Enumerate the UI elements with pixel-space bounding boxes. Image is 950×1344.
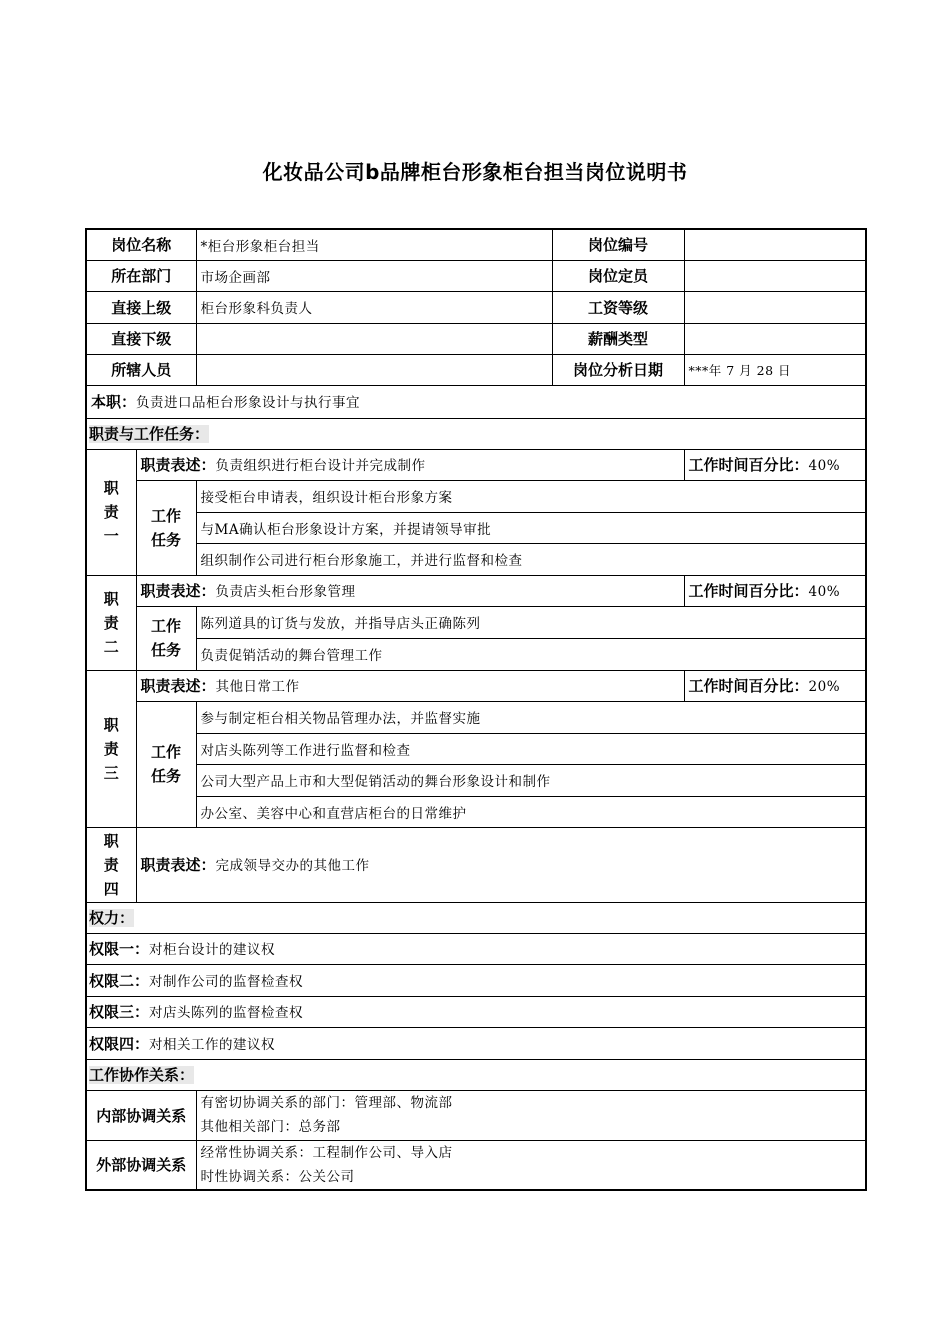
duty3-percent: 工作时间百分比：20% xyxy=(684,670,866,701)
duty1-task-label: 工作 任务 xyxy=(136,480,196,575)
duty2-task-2: 负责促销活动的舞台管理工作 xyxy=(196,638,866,670)
pay-type-value xyxy=(684,323,866,354)
job-description-table xyxy=(85,228,867,1191)
duty3-task-3: 公司大型产品上市和大型促销活动的舞台形象设计和制作 xyxy=(196,764,866,796)
subordinate-value xyxy=(196,323,552,354)
managed-value xyxy=(196,354,552,385)
grade-value xyxy=(684,291,866,323)
internal-coop-label: 内部协调关系 xyxy=(86,1090,196,1140)
staffing-label: 岗位定员 xyxy=(552,260,684,291)
coop-header: 工作协作关系： xyxy=(86,1059,866,1090)
main-duty-text: 负责进口品柜台形象设计与执行事宜 xyxy=(136,395,361,411)
pay-type-label: 薪酬类型 xyxy=(552,323,684,354)
main-duty-row xyxy=(86,385,866,418)
internal-coop-line-2: 其他相关部门：总务部 xyxy=(200,1119,341,1135)
post-name-value: *柜台形象柜台担当 xyxy=(196,229,552,260)
external-coop-label: 外部协调关系 xyxy=(86,1140,196,1190)
main-duty-label: 本职： xyxy=(91,393,137,411)
internal-coop-value xyxy=(196,1090,866,1140)
duty1-description: 职责表述：负责组织进行柜台设计并完成制作 xyxy=(136,449,684,480)
duty2-percent: 工作时间百分比：40% xyxy=(684,575,866,606)
duty4-description: 职责表述：完成领导交办的其他工作 xyxy=(136,827,866,902)
superior-value: 柜台形象科负责人 xyxy=(196,291,552,323)
managed-label: 所辖人员 xyxy=(86,354,196,385)
power-item-1: 权限一：对柜台设计的建议权 xyxy=(86,933,866,964)
power-item-2: 权限二：对制作公司的监督检查权 xyxy=(86,964,866,996)
external-coop-line-1: 经常性协调关系：工程制作公司、导入店 xyxy=(200,1144,453,1161)
duties-header: 职责与工作任务： xyxy=(86,418,866,449)
grade-label: 工资等级 xyxy=(552,291,684,323)
duty1-percent: 工作时间百分比：40% xyxy=(684,449,866,480)
duty4-label: 职 责 四 xyxy=(86,827,136,902)
duty2-description: 职责表述：负责店头柜台形象管理 xyxy=(136,575,684,606)
analysis-date-value: ***年 7 月 28 日 xyxy=(684,354,866,385)
duty3-task-4: 办公室、美容中心和直营店柜台的日常维护 xyxy=(196,796,866,827)
external-coop-value xyxy=(196,1140,866,1190)
duty1-task-2: 与MA确认柜台形象设计方案，并提请领导审批 xyxy=(196,512,866,543)
staffing-value xyxy=(684,260,866,291)
dept-value: 市场企画部 xyxy=(196,260,552,291)
subordinate-label: 直接下级 xyxy=(86,323,196,354)
duty2-task-label: 工作 任务 xyxy=(136,606,196,670)
duty3-task-2: 对店头陈列等工作进行监督和检查 xyxy=(196,733,866,764)
power-item-3: 权限三：对店头陈列的监督检查权 xyxy=(86,996,866,1027)
duty1-task-3: 组织制作公司进行柜台形象施工，并进行监督和检查 xyxy=(196,543,866,575)
duty3-task-1: 参与制定柜台相关物品管理办法，并监督实施 xyxy=(196,701,866,733)
post-no-label: 岗位编号 xyxy=(552,229,684,260)
duty2-label: 职 责 二 xyxy=(86,575,136,670)
post-name-label: 岗位名称 xyxy=(86,229,196,260)
duty3-description: 职责表述：其他日常工作 xyxy=(136,670,684,701)
duty1-label: 职 责 一 xyxy=(86,449,136,575)
superior-label: 直接上级 xyxy=(86,291,196,323)
duty3-task-label: 工作 任务 xyxy=(136,701,196,827)
internal-coop-line-1: 有密切协调关系的部门：管理部、物流部 xyxy=(200,1095,453,1111)
dept-label: 所在部门 xyxy=(86,260,196,291)
power-item-4: 权限四：对相关工作的建议权 xyxy=(86,1027,866,1059)
duty3-label: 职 责 三 xyxy=(86,670,136,827)
post-no-value xyxy=(684,229,866,260)
analysis-date-label: 岗位分析日期 xyxy=(552,354,684,385)
external-coop-line-2: 时性协调关系：公关公司 xyxy=(200,1168,355,1185)
duty1-task-1: 接受柜台申请表，组织设计柜台形象方案 xyxy=(196,480,866,512)
power-header: 权力： xyxy=(86,902,866,933)
duty2-task-1: 陈列道具的订货与发放，并指导店头正确陈列 xyxy=(196,606,866,638)
document-title: 化妆品公司b品牌柜台形象柜台担当岗位说明书 xyxy=(262,160,688,184)
